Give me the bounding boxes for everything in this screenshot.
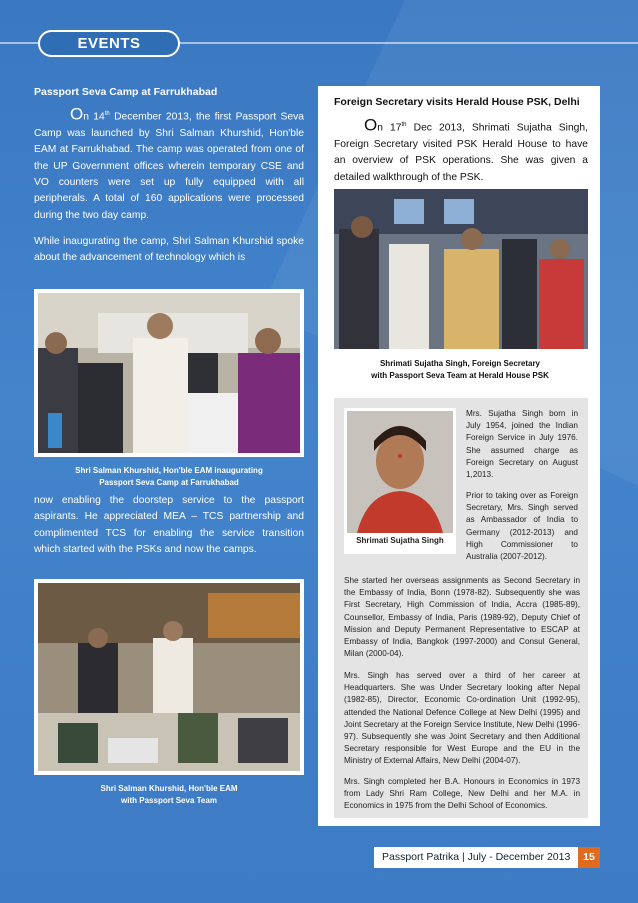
caption-photo-herald-house	[334, 358, 586, 382]
caption-photo-inauguration	[34, 465, 304, 489]
footer-bar	[374, 847, 600, 868]
bio-side-2: Prior to taking over as Foreign Secretary, Mrs. Singh served as Ambassador of India to Germany (2012-2013) and High Commissioner to Australia (2007-2012).	[466, 491, 578, 562]
caption-line: with Passport Seva Team at Herald House PSK	[371, 371, 549, 380]
text-span: Dec 2013, Shrimati Sujatha Singh, Foreign Secretary visited PSK Herald House to have an overview of PSK operations. She was given a detailed walkthrough of the PSK.	[334, 122, 588, 183]
text-span: n 14	[83, 111, 105, 123]
superscript: th	[104, 111, 110, 117]
right-article-title: Foreign Secretary visits Herald House PSK, Delhi	[334, 96, 580, 108]
caption-line: Shrimati Sujatha Singh, Foreign Secretary	[379, 359, 541, 368]
photo-herald-house	[334, 189, 588, 349]
photo-team	[34, 579, 304, 775]
left-paragraph-3: now enabling the doorstep service to the passport aspirants. He appreciated MEA – TCS partnership and complimented TCS for enabling the service transition which started with the PSKs and now the camps.	[34, 495, 304, 556]
photo-herald-house-image	[334, 189, 588, 349]
footer-text: Passport Patrika | July - December 2013	[382, 851, 571, 863]
caption-line: Shri Salman Khurshid, Hon'ble EAM	[100, 784, 238, 793]
caption-line: with Passport Seva Team	[121, 796, 217, 805]
superscript: th	[401, 122, 407, 128]
page-number: 15	[578, 847, 600, 868]
section-tab: EVENTS	[38, 30, 180, 57]
bio-paragraph-2: Mrs. Singh has served over a third of her career at Headquarters. She was Under Secretary looking after Nepal (1982-85), Director, Economic Co-ordination Unit (1992-95), attended the National Defence College at New Delhi (1995) and Joint Secretary at the Foreign Service Institute, New Delhi (1996-97). Subsequently she was Joint Secretary and then Additional Secretary responsible for West Europe and the EU in the Ministry of External Affairs, New Delhi (2004-07).	[344, 671, 580, 766]
caption-photo-team	[34, 783, 304, 807]
caption-line: Shri Salman Khurshid, Hon'ble EAM inaugurating	[75, 466, 263, 475]
portrait-frame	[344, 408, 456, 554]
photo-inauguration	[34, 289, 304, 457]
bio-side-1: Mrs. Sujatha Singh born in July 1954, joined the Indian Foreign Service in July 1976. She assumed charge as Foreign Secretary on August 1,2013.	[466, 409, 578, 480]
right-paragraph-1	[334, 117, 588, 186]
text-span: December 2013, the first Passport Seva Camp was launched by Shri Salman Khurshid, Hon'ble EAM at Farrukhabad. The camp was operated from one of the UP Government offices wherein temporary CSE and VO counters were set up fully equipped with all peripherals. A total of 160 applications were processed during the two day camp.	[34, 111, 304, 221]
left-paragraph-2: While inaugurating the camp, Shri Salman Khurshid spoke about the advancement of technology which is	[34, 236, 304, 264]
left-paragraph-1	[34, 106, 304, 224]
text-span: n 17	[377, 122, 402, 134]
portrait-image	[347, 411, 453, 533]
photo-team-image	[38, 583, 300, 771]
bio-paragraph-1: She started her overseas assignments as Second Secretary in the Embassy of India, Bonn (1978-82). Subsequently she was First Secretary, High Commission of India, Accra (1985-89), Counsellor, Embassy of India, Paris (1989-92), Deputy Chief of Mission and Deputy Permanent Representative to ESCAP at Embassy of India, Bangkok (1997-2000) and Consul General, Milan (2000-04).	[344, 576, 580, 659]
left-article-title: Passport Seva Camp at Farrukhabad	[34, 86, 218, 98]
portrait-caption: Shrimati Sujatha Singh	[356, 536, 444, 545]
dropcap: O	[364, 115, 378, 135]
photo-inauguration-image	[38, 293, 300, 453]
dropcap: O	[70, 104, 84, 124]
caption-line: Passport Seva Camp at Farrukhabad	[99, 478, 239, 487]
bio-paragraph-3: Mrs. Singh completed her B.A. Honours in Economics in 1973 from Lady Shri Ram College, New Delhi and her M.A. in Economics in 1975 from the Delhi School of Economics.	[344, 777, 580, 811]
